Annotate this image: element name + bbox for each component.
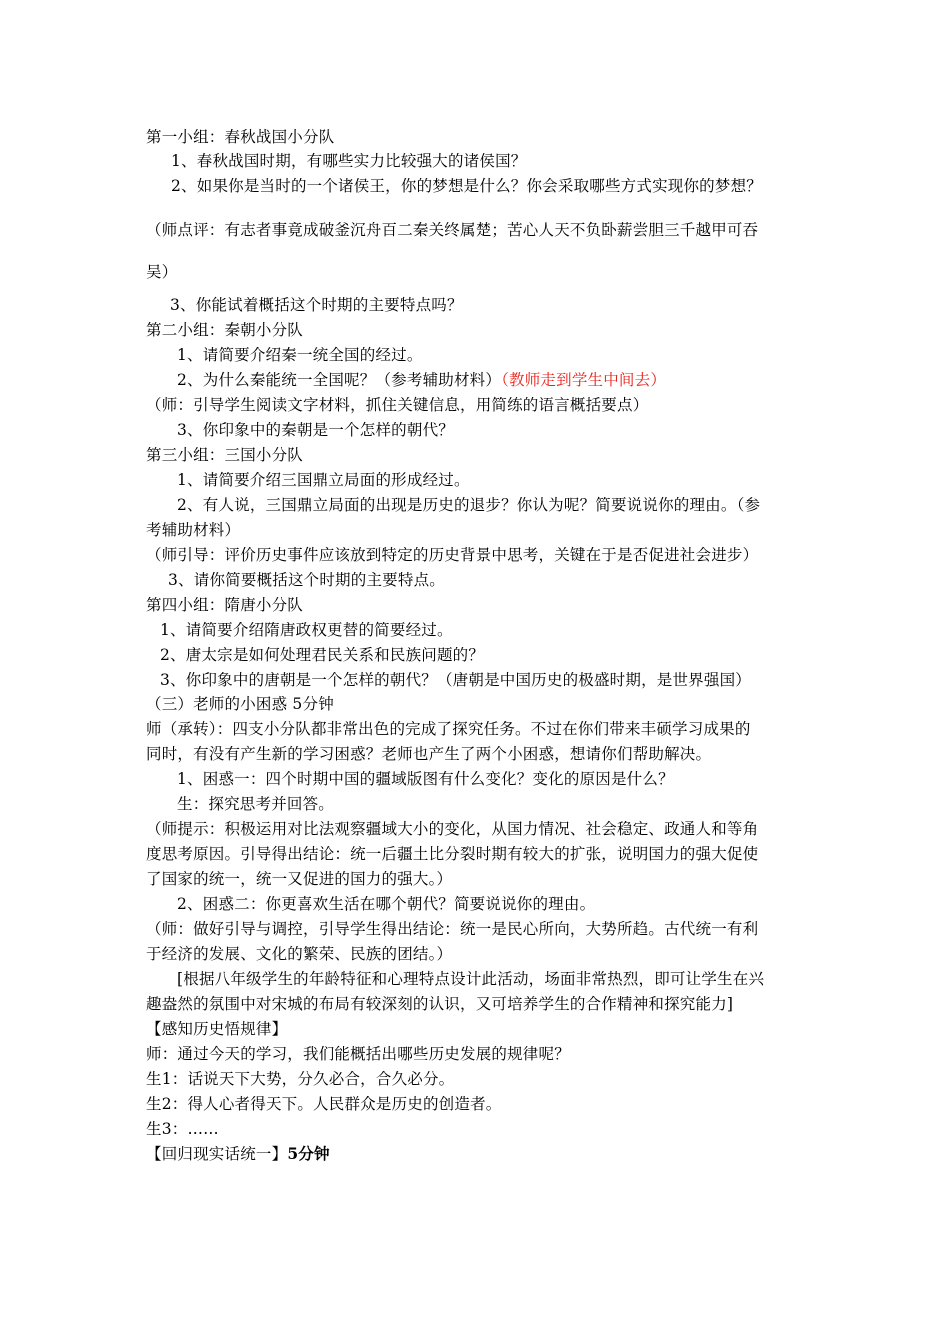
group2-question-3: 3、你印象中的秦朝是一个怎样的朝代？ [177, 421, 454, 439]
group1-comment-line-2: 吴） [146, 263, 178, 281]
teacher-guide-line-2: 于经济的发展、文化的繁荣、民族的团结。） [146, 945, 453, 963]
puzzle-1: 1、困惑一：四个时期中国的疆域版图有什么变化？变化的原因是什么？ [177, 770, 674, 788]
teacher-transition-line-2: 同时，有没有产生新的学习困惑？老师也产生了两个小困惑，想请你们帮助解决。 [146, 745, 712, 763]
student-1-answer: 生1：话说天下大势，分久必合，合久必分。 [146, 1070, 455, 1088]
group1-question-1: 1、春秋战国时期，有哪些实力比较强大的诸侯国？ [171, 152, 527, 170]
student-2-answer: 生2：得人心者得天下。人民群众是历史的创造者。 [146, 1095, 502, 1113]
section-return-title [146, 1144, 826, 1164]
student-response: 生：探究思考并回答。 [177, 795, 335, 813]
group3-teacher-guidance: （师引导：评价历史事件应该放到特定的历史背景中思考，关键在于是否促进社会进步） [146, 546, 759, 564]
group3-question-2-line-1: 2、有人说，三国鼎立局面的出现是历史的退步？你认为呢？简要说说你的理由。（参 [177, 496, 761, 514]
group1-question-2: 2、如果你是当时的一个诸侯王，你的梦想是什么？你会采取哪些方式实现你的梦想？ [171, 177, 762, 195]
section-perceive-title: 【感知历史悟规律】 [146, 1020, 288, 1038]
teacher-question: 师：通过今天的学习，我们能概括出哪些历史发展的规律呢？ [146, 1045, 570, 1063]
group3-title: 第三小组：三国小分队 [146, 446, 304, 464]
group2-teacher-guidance: （师：引导学生阅读文字材料，抓住关键信息，用简练的语言概括要点） [146, 396, 649, 414]
student-3-answer: 生3：…… [146, 1120, 219, 1138]
group3-question-2-line-2: 考辅助材料） [146, 521, 241, 539]
group1-comment-line-1: （师点评：有志者事竟成破釜沉舟百二秦关终属楚；苦心人天不负卧薪尝胆三千越甲可吞 [146, 221, 759, 239]
teacher-hint-line-3: 了国家的统一，统一又促进的国力的强大。） [146, 870, 453, 888]
group3-question-3: 3、请你简要概括这个时期的主要特点。 [168, 571, 445, 589]
design-note-line-2: 趣盎然的氛围中对宋城的布局有较深刻的认识，又可培养学生的合作精神和探究能力] [146, 995, 734, 1013]
section-return-label: 【回归现实话统一】 [146, 1145, 288, 1163]
group2-question-2 [177, 370, 857, 390]
group1-question-3: 3、你能试着概括这个时期的主要特点吗？ [170, 296, 463, 314]
group2-question-2-text: 2、为什么秦能统一全国呢？（参考辅助材料） [177, 371, 502, 389]
group4-question-2: 2、唐太宗是如何处理君民关系和民族问题的？ [160, 646, 485, 664]
section-return-time: 5分钟 [287, 1144, 330, 1163]
teacher-hint-line-1: （师提示：积极运用对比法观察疆域大小的变化，从国力情况、社会稳定、政通人和等角 [146, 820, 759, 838]
section-3-title: （三）老师的小困惑 5分钟 [146, 695, 334, 713]
group4-title: 第四小组：隋唐小分队 [146, 596, 304, 614]
design-note-line-1: [根据八年级学生的年龄特征和心理特点设计此活动，场面非常热烈，即可让学生在兴 [177, 970, 765, 988]
group2-question-1: 1、请简要介绍秦一统全国的经过。 [177, 346, 423, 364]
teacher-transition-line-1: 师（承转）：四支小分队都非常出色的完成了探究任务。不过在你们带来丰硕学习成果的 [146, 720, 751, 738]
puzzle-2: 2、困惑二：你更喜欢生活在哪个朝代？简要说说你的理由。 [177, 895, 596, 913]
teacher-action-note: （教师走到学生中间去） [501, 371, 667, 389]
teacher-hint-line-2: 度思考原因。引导得出结论：统一后疆土比分裂时期有较大的扩张，说明国力的强大促使 [146, 845, 759, 863]
teacher-guide-line-1: （师：做好引导与调控，引导学生得出结论：统一是民心所向，大势所趋。古代统一有利 [146, 920, 759, 938]
group4-question-1: 1、请简要介绍隋唐政权更替的简要经过。 [160, 621, 453, 639]
group4-question-3: 3、你印象中的唐朝是一个怎样的朝代？（唐朝是中国历史的极盛时期，是世界强国） [160, 671, 751, 689]
group1-title: 第一小组：春秋战国小分队 [146, 128, 335, 146]
group3-question-1: 1、请简要介绍三国鼎立局面的形成经过。 [177, 471, 470, 489]
group2-title: 第二小组：秦朝小分队 [146, 321, 304, 339]
